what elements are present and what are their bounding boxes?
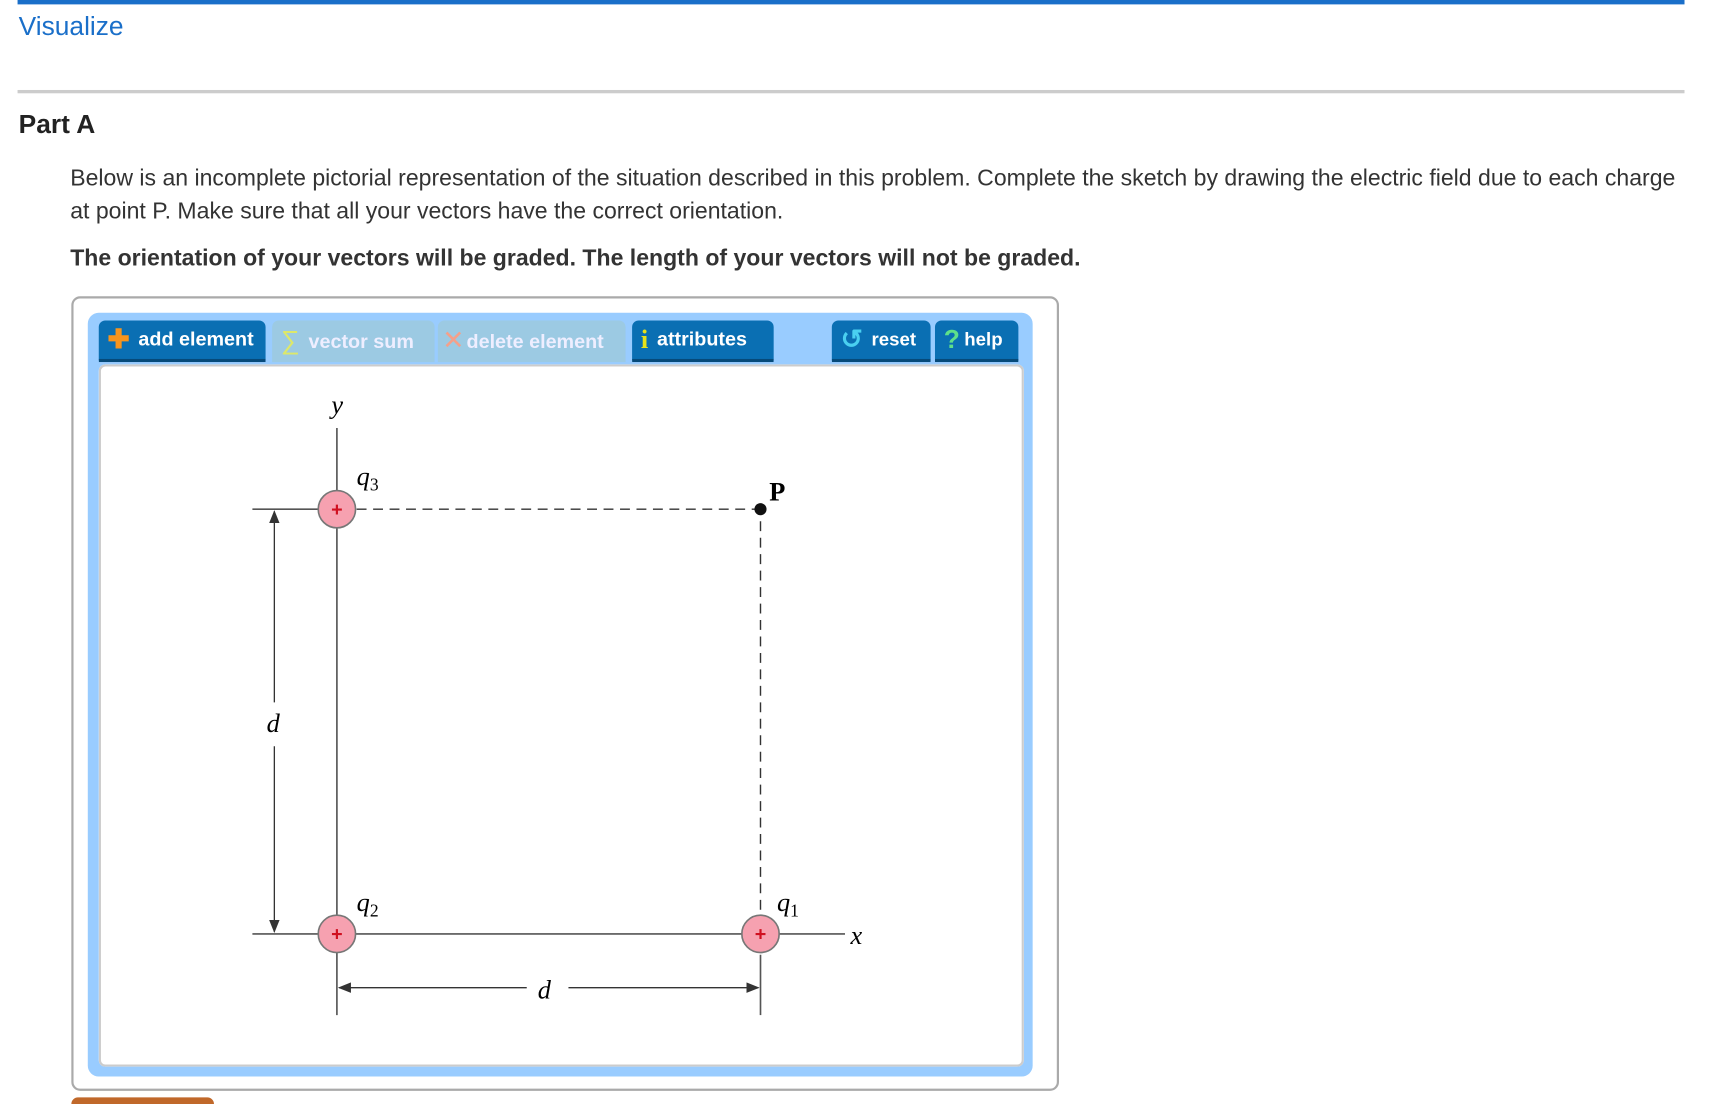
x-icon: ✕	[442, 325, 465, 356]
grading-note: The orientation of your vectors will be graded. The length of your vectors will not be graded.	[70, 245, 1081, 272]
part-title: Part A	[18, 109, 96, 140]
dimension-label-horizontal: d	[537, 975, 551, 1005]
charge-q3	[318, 491, 355, 528]
plus-sign-icon: +	[331, 923, 343, 946]
point-p-label: P	[769, 477, 786, 507]
q1-label: $q_1$	[776, 887, 799, 921]
q3-label: $q_3$	[356, 462, 379, 495]
visualize-link[interactable]: Visualize	[18, 12, 124, 42]
delete-element-label: delete element	[466, 329, 604, 352]
help-icon: ?	[943, 324, 960, 354]
reset-label: reset	[871, 328, 917, 350]
problem-description: Below is an incomplete pictorial representation of the situation described in this problem. Complete the sketch by drawing the electric field due to each charge at point P. Make sure that all your vectors have the correct orientation.	[70, 165, 1676, 224]
add-element-label: add element	[138, 328, 254, 351]
info-icon: i	[640, 325, 649, 354]
q2-label: $q_2$	[356, 887, 379, 921]
plus-icon: ✚	[107, 324, 130, 354]
y-axis-label: y	[331, 390, 344, 420]
charge-q2	[318, 915, 355, 952]
dimension-label-vertical: d	[266, 708, 280, 738]
x-axis-label: x	[850, 920, 863, 950]
charge-q1	[742, 915, 779, 952]
point-p	[754, 503, 766, 515]
reset-icon: ↺	[840, 324, 863, 354]
submit-button[interactable]	[71, 1097, 214, 1104]
attributes-label: attributes	[656, 328, 747, 351]
sigma-icon: ∑	[280, 325, 300, 356]
vector-sum-label: vector sum	[308, 329, 414, 352]
plus-sign-icon: +	[331, 498, 343, 521]
plus-sign-icon: +	[754, 923, 767, 946]
help-label: help	[964, 328, 1003, 350]
